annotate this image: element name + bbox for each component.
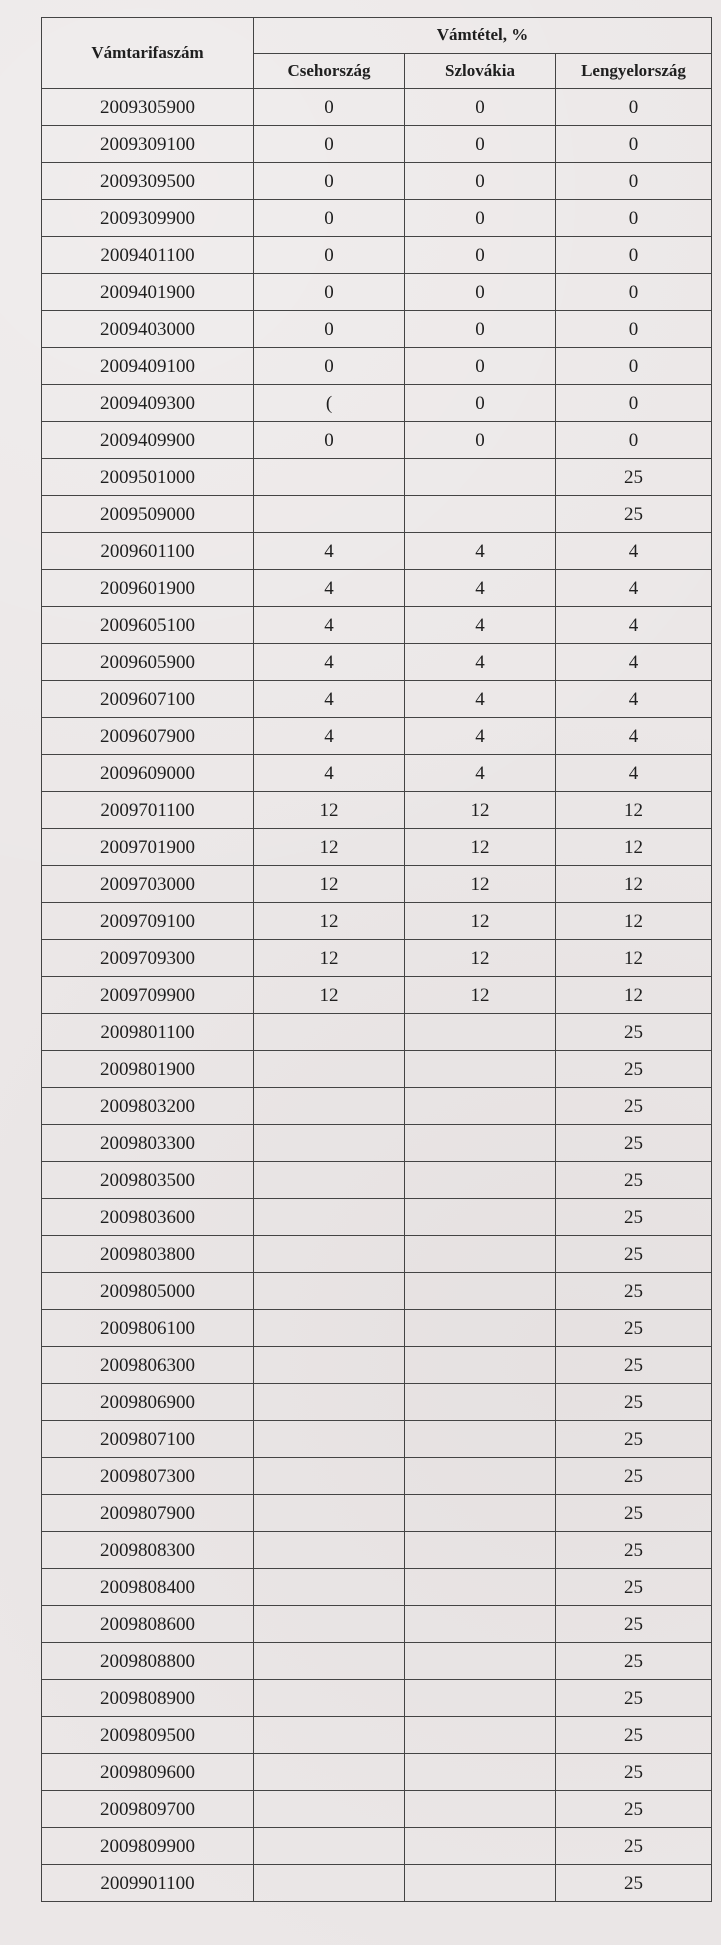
cell-rate-cz xyxy=(254,1162,405,1199)
cell-tariff-code: 2009803200 xyxy=(42,1088,254,1125)
table-row xyxy=(42,1125,712,1162)
cell-rate-cz: 12 xyxy=(254,866,405,903)
cell-tariff-code: 2009709100 xyxy=(42,903,254,940)
cell-tariff-code: 2009403000 xyxy=(42,311,254,348)
cell-rate-pl: 25 xyxy=(556,496,712,533)
table-row xyxy=(42,940,712,977)
cell-rate-sk xyxy=(405,1791,556,1828)
cell-rate-sk xyxy=(405,1347,556,1384)
table-row xyxy=(42,1421,712,1458)
table-row xyxy=(42,755,712,792)
column-header-code: Vámtarifaszám xyxy=(42,18,254,89)
cell-tariff-code: 2009701100 xyxy=(42,792,254,829)
table-row xyxy=(42,977,712,1014)
cell-rate-cz: 4 xyxy=(254,755,405,792)
table-row xyxy=(42,829,712,866)
cell-tariff-code: 2009809600 xyxy=(42,1754,254,1791)
table-row xyxy=(42,200,712,237)
cell-rate-cz: 12 xyxy=(254,977,405,1014)
cell-tariff-code: 2009605100 xyxy=(42,607,254,644)
column-header-sk: Szlovákia xyxy=(405,53,556,89)
cell-rate-pl: 25 xyxy=(556,1162,712,1199)
cell-rate-pl: 25 xyxy=(556,1347,712,1384)
cell-rate-cz xyxy=(254,1088,405,1125)
cell-tariff-code: 2009803300 xyxy=(42,1125,254,1162)
cell-rate-cz xyxy=(254,1347,405,1384)
table-row xyxy=(42,422,712,459)
cell-rate-sk: 0 xyxy=(405,274,556,311)
table-row xyxy=(42,1865,712,1902)
cell-rate-cz xyxy=(254,1125,405,1162)
table-row xyxy=(42,1643,712,1680)
cell-rate-cz xyxy=(254,1606,405,1643)
table-row xyxy=(42,348,712,385)
cell-rate-cz: 12 xyxy=(254,903,405,940)
cell-rate-sk: 0 xyxy=(405,385,556,422)
cell-rate-cz xyxy=(254,1865,405,1902)
cell-tariff-code: 2009401100 xyxy=(42,237,254,274)
cell-tariff-code: 2009807300 xyxy=(42,1458,254,1495)
table-row xyxy=(42,237,712,274)
cell-rate-pl: 0 xyxy=(556,422,712,459)
cell-rate-cz: 12 xyxy=(254,940,405,977)
cell-rate-sk: 0 xyxy=(405,89,556,126)
cell-rate-pl: 4 xyxy=(556,644,712,681)
cell-rate-pl: 25 xyxy=(556,1569,712,1606)
cell-rate-sk: 4 xyxy=(405,755,556,792)
cell-rate-pl: 0 xyxy=(556,126,712,163)
cell-rate-sk: 4 xyxy=(405,718,556,755)
cell-tariff-code: 2009803600 xyxy=(42,1199,254,1236)
cell-rate-pl: 0 xyxy=(556,163,712,200)
cell-rate-sk: 4 xyxy=(405,570,556,607)
cell-tariff-code: 2009805000 xyxy=(42,1273,254,1310)
cell-rate-pl: 12 xyxy=(556,866,712,903)
cell-rate-sk xyxy=(405,496,556,533)
cell-rate-pl: 12 xyxy=(556,829,712,866)
table-row xyxy=(42,163,712,200)
cell-rate-sk xyxy=(405,1569,556,1606)
cell-tariff-code: 2009709300 xyxy=(42,940,254,977)
cell-tariff-code: 2009609000 xyxy=(42,755,254,792)
cell-rate-sk: 12 xyxy=(405,903,556,940)
table-row xyxy=(42,644,712,681)
cell-tariff-code: 2009807900 xyxy=(42,1495,254,1532)
cell-rate-sk xyxy=(405,1606,556,1643)
cell-rate-sk: 12 xyxy=(405,977,556,1014)
cell-tariff-code: 2009808900 xyxy=(42,1680,254,1717)
table-row xyxy=(42,1717,712,1754)
table-row xyxy=(42,681,712,718)
cell-tariff-code: 2009607900 xyxy=(42,718,254,755)
cell-tariff-code: 2009409900 xyxy=(42,422,254,459)
cell-rate-cz xyxy=(254,1828,405,1865)
cell-rate-sk xyxy=(405,1273,556,1310)
cell-rate-pl: 12 xyxy=(556,977,712,1014)
cell-rate-pl: 25 xyxy=(556,1088,712,1125)
cell-rate-cz: 4 xyxy=(254,570,405,607)
cell-rate-cz xyxy=(254,496,405,533)
cell-rate-cz: 4 xyxy=(254,644,405,681)
table-row xyxy=(42,570,712,607)
table-row xyxy=(42,496,712,533)
cell-rate-sk: 4 xyxy=(405,644,556,681)
cell-rate-cz: 12 xyxy=(254,792,405,829)
cell-tariff-code: 2009309100 xyxy=(42,126,254,163)
cell-rate-pl: 25 xyxy=(556,1273,712,1310)
cell-rate-cz: 0 xyxy=(254,422,405,459)
table-row xyxy=(42,89,712,126)
cell-rate-pl: 0 xyxy=(556,348,712,385)
cell-rate-cz xyxy=(254,1384,405,1421)
cell-rate-cz xyxy=(254,1199,405,1236)
table-row xyxy=(42,1458,712,1495)
cell-tariff-code: 2009901100 xyxy=(42,1865,254,1902)
table-row xyxy=(42,459,712,496)
tariff-table-container xyxy=(41,17,711,1902)
cell-rate-pl: 25 xyxy=(556,1125,712,1162)
cell-rate-pl: 25 xyxy=(556,1828,712,1865)
cell-rate-cz: 0 xyxy=(254,126,405,163)
cell-rate-pl: 25 xyxy=(556,1458,712,1495)
cell-rate-cz xyxy=(254,1569,405,1606)
cell-rate-pl: 25 xyxy=(556,1717,712,1754)
cell-rate-sk xyxy=(405,1236,556,1273)
table-body xyxy=(42,89,712,1902)
cell-rate-sk xyxy=(405,1532,556,1569)
cell-rate-cz xyxy=(254,1754,405,1791)
table-row xyxy=(42,533,712,570)
cell-rate-pl: 25 xyxy=(556,1495,712,1532)
cell-rate-sk: 4 xyxy=(405,607,556,644)
cell-rate-cz: 0 xyxy=(254,348,405,385)
cell-tariff-code: 2009709900 xyxy=(42,977,254,1014)
table-row xyxy=(42,1754,712,1791)
table-row xyxy=(42,1236,712,1273)
cell-rate-sk: 12 xyxy=(405,792,556,829)
cell-rate-sk: 12 xyxy=(405,829,556,866)
cell-rate-cz xyxy=(254,1458,405,1495)
cell-rate-pl: 25 xyxy=(556,1680,712,1717)
cell-rate-sk xyxy=(405,1643,556,1680)
cell-rate-cz: 0 xyxy=(254,311,405,348)
cell-tariff-code: 2009409100 xyxy=(42,348,254,385)
cell-tariff-code: 2009808800 xyxy=(42,1643,254,1680)
cell-tariff-code: 2009601100 xyxy=(42,533,254,570)
cell-tariff-code: 2009808400 xyxy=(42,1569,254,1606)
cell-rate-pl: 25 xyxy=(556,1606,712,1643)
table-row xyxy=(42,1532,712,1569)
cell-rate-cz: 12 xyxy=(254,829,405,866)
cell-rate-cz xyxy=(254,1717,405,1754)
cell-tariff-code: 2009701900 xyxy=(42,829,254,866)
cell-rate-cz xyxy=(254,1791,405,1828)
cell-rate-pl: 25 xyxy=(556,1014,712,1051)
table-row xyxy=(42,385,712,422)
table-row xyxy=(42,1162,712,1199)
cell-rate-pl: 25 xyxy=(556,1421,712,1458)
cell-rate-sk: 0 xyxy=(405,422,556,459)
cell-tariff-code: 2009607100 xyxy=(42,681,254,718)
table-row xyxy=(42,274,712,311)
cell-rate-pl: 12 xyxy=(556,903,712,940)
cell-rate-sk xyxy=(405,1828,556,1865)
cell-tariff-code: 2009401900 xyxy=(42,274,254,311)
cell-rate-sk: 0 xyxy=(405,237,556,274)
cell-tariff-code: 2009803500 xyxy=(42,1162,254,1199)
cell-rate-cz: 0 xyxy=(254,200,405,237)
table-row xyxy=(42,1347,712,1384)
table-header xyxy=(42,18,712,89)
column-header-pl: Lengyelország xyxy=(556,53,712,89)
cell-rate-cz: 0 xyxy=(254,274,405,311)
cell-rate-pl: 0 xyxy=(556,200,712,237)
cell-rate-sk xyxy=(405,1495,556,1532)
table-row xyxy=(42,1569,712,1606)
table-row xyxy=(42,607,712,644)
column-group-header-rate: Vámtétel, % xyxy=(254,18,712,54)
cell-rate-pl: 25 xyxy=(556,1865,712,1902)
cell-tariff-code: 2009806100 xyxy=(42,1310,254,1347)
cell-rate-pl: 0 xyxy=(556,311,712,348)
cell-rate-cz xyxy=(254,459,405,496)
cell-rate-cz: 0 xyxy=(254,237,405,274)
cell-rate-sk xyxy=(405,1162,556,1199)
cell-rate-sk: 4 xyxy=(405,533,556,570)
column-header-cz: Csehország xyxy=(254,53,405,89)
cell-tariff-code: 2009801100 xyxy=(42,1014,254,1051)
cell-rate-sk: 4 xyxy=(405,681,556,718)
cell-rate-pl: 25 xyxy=(556,1236,712,1273)
cell-rate-pl: 0 xyxy=(556,89,712,126)
cell-rate-sk xyxy=(405,1014,556,1051)
cell-rate-cz: 4 xyxy=(254,533,405,570)
table-row xyxy=(42,311,712,348)
cell-rate-pl: 25 xyxy=(556,1754,712,1791)
cell-rate-cz: 4 xyxy=(254,681,405,718)
table-row xyxy=(42,718,712,755)
cell-rate-sk: 12 xyxy=(405,866,556,903)
table-row xyxy=(42,1791,712,1828)
cell-rate-pl: 0 xyxy=(556,274,712,311)
cell-tariff-code: 2009501000 xyxy=(42,459,254,496)
cell-tariff-code: 2009601900 xyxy=(42,570,254,607)
cell-rate-sk xyxy=(405,1125,556,1162)
cell-rate-sk xyxy=(405,1754,556,1791)
cell-rate-pl: 4 xyxy=(556,755,712,792)
cell-rate-cz xyxy=(254,1236,405,1273)
cell-rate-sk xyxy=(405,1458,556,1495)
cell-rate-pl: 25 xyxy=(556,1384,712,1421)
cell-tariff-code: 2009305900 xyxy=(42,89,254,126)
cell-rate-sk: 0 xyxy=(405,163,556,200)
table-row xyxy=(42,1606,712,1643)
table-row xyxy=(42,1828,712,1865)
cell-tariff-code: 2009809700 xyxy=(42,1791,254,1828)
cell-rate-pl: 4 xyxy=(556,533,712,570)
cell-rate-pl: 25 xyxy=(556,1199,712,1236)
cell-rate-cz xyxy=(254,1495,405,1532)
table-row xyxy=(42,126,712,163)
cell-tariff-code: 2009605900 xyxy=(42,644,254,681)
cell-tariff-code: 2009801900 xyxy=(42,1051,254,1088)
cell-rate-sk xyxy=(405,1680,556,1717)
cell-rate-pl: 12 xyxy=(556,940,712,977)
table-row xyxy=(42,1051,712,1088)
cell-rate-cz xyxy=(254,1421,405,1458)
cell-tariff-code: 2009409300 xyxy=(42,385,254,422)
table-row xyxy=(42,1088,712,1125)
cell-rate-cz xyxy=(254,1051,405,1088)
table-row xyxy=(42,1495,712,1532)
cell-tariff-code: 2009809900 xyxy=(42,1828,254,1865)
cell-tariff-code: 2009309900 xyxy=(42,200,254,237)
cell-tariff-code: 2009808600 xyxy=(42,1606,254,1643)
tariff-table xyxy=(41,17,712,1902)
cell-tariff-code: 2009808300 xyxy=(42,1532,254,1569)
cell-rate-sk: 0 xyxy=(405,311,556,348)
cell-rate-cz: 0 xyxy=(254,163,405,200)
cell-tariff-code: 2009809500 xyxy=(42,1717,254,1754)
cell-rate-cz xyxy=(254,1643,405,1680)
table-row xyxy=(42,1310,712,1347)
cell-rate-pl: 25 xyxy=(556,1643,712,1680)
cell-tariff-code: 2009803800 xyxy=(42,1236,254,1273)
cell-rate-cz xyxy=(254,1273,405,1310)
cell-rate-pl: 0 xyxy=(556,385,712,422)
cell-rate-pl: 25 xyxy=(556,1532,712,1569)
table-row xyxy=(42,1014,712,1051)
cell-rate-sk xyxy=(405,1310,556,1347)
cell-rate-sk: 0 xyxy=(405,200,556,237)
cell-rate-sk xyxy=(405,1384,556,1421)
cell-rate-cz: 4 xyxy=(254,607,405,644)
cell-tariff-code: 2009703000 xyxy=(42,866,254,903)
cell-rate-cz xyxy=(254,1310,405,1347)
cell-rate-pl: 4 xyxy=(556,681,712,718)
cell-rate-sk xyxy=(405,1051,556,1088)
cell-rate-sk: 0 xyxy=(405,348,556,385)
cell-rate-cz: 4 xyxy=(254,718,405,755)
cell-rate-cz: ( xyxy=(254,385,405,422)
cell-tariff-code: 2009806900 xyxy=(42,1384,254,1421)
cell-rate-sk xyxy=(405,1865,556,1902)
cell-rate-pl: 25 xyxy=(556,1791,712,1828)
cell-tariff-code: 2009309500 xyxy=(42,163,254,200)
cell-rate-cz xyxy=(254,1680,405,1717)
cell-rate-sk xyxy=(405,459,556,496)
table-row xyxy=(42,1273,712,1310)
cell-rate-cz xyxy=(254,1532,405,1569)
cell-rate-cz xyxy=(254,1014,405,1051)
cell-rate-sk: 0 xyxy=(405,126,556,163)
cell-rate-sk xyxy=(405,1717,556,1754)
cell-rate-pl: 0 xyxy=(556,237,712,274)
cell-rate-sk xyxy=(405,1088,556,1125)
cell-rate-sk xyxy=(405,1421,556,1458)
table-row xyxy=(42,792,712,829)
cell-tariff-code: 2009807100 xyxy=(42,1421,254,1458)
cell-rate-pl: 25 xyxy=(556,1310,712,1347)
cell-rate-pl: 25 xyxy=(556,1051,712,1088)
table-row xyxy=(42,903,712,940)
cell-rate-pl: 25 xyxy=(556,459,712,496)
cell-rate-pl: 4 xyxy=(556,607,712,644)
cell-tariff-code: 2009806300 xyxy=(42,1347,254,1384)
cell-rate-sk: 12 xyxy=(405,940,556,977)
cell-rate-pl: 4 xyxy=(556,718,712,755)
cell-rate-pl: 4 xyxy=(556,570,712,607)
table-row xyxy=(42,1680,712,1717)
table-row xyxy=(42,1199,712,1236)
table-row xyxy=(42,866,712,903)
cell-rate-sk xyxy=(405,1199,556,1236)
cell-rate-pl: 12 xyxy=(556,792,712,829)
cell-rate-cz: 0 xyxy=(254,89,405,126)
cell-tariff-code: 2009509000 xyxy=(42,496,254,533)
table-row xyxy=(42,1384,712,1421)
